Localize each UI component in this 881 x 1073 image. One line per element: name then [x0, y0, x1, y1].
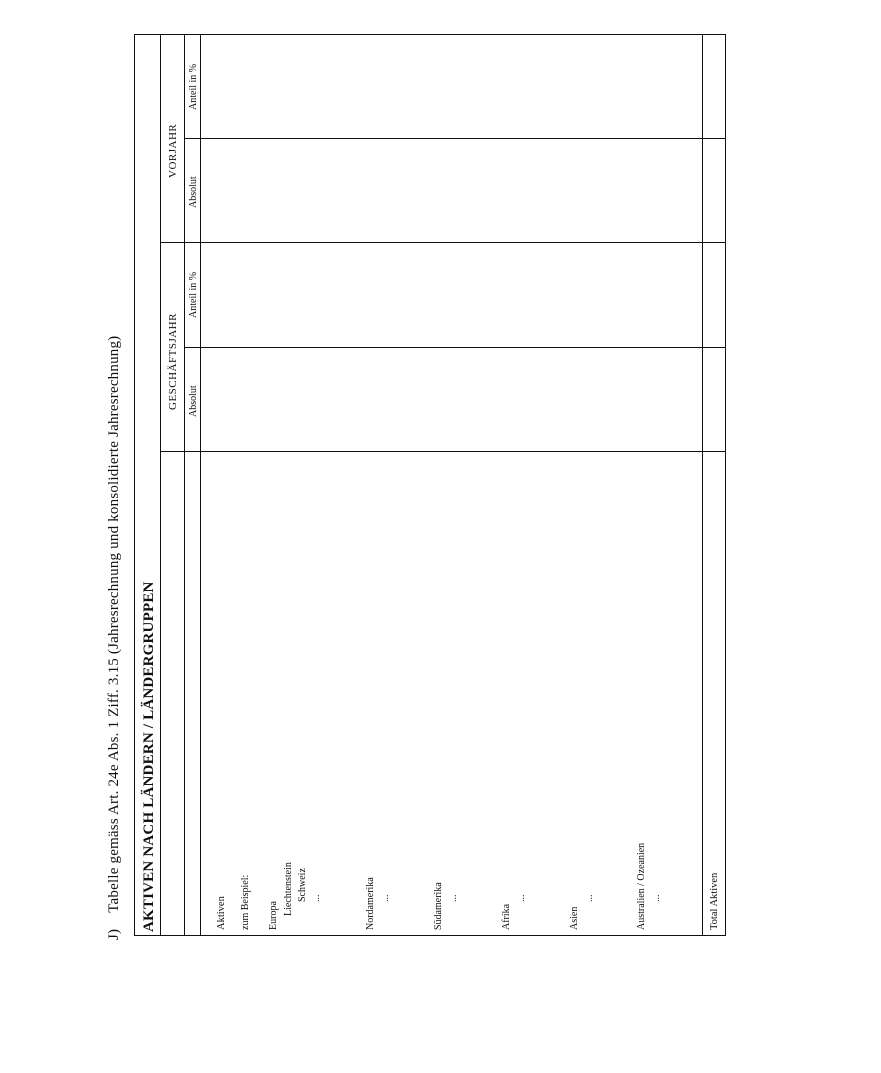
row-afrika: Afrika — [501, 903, 512, 930]
col-header-anteil-previous: Anteil in % — [188, 63, 199, 110]
row-total-aktiven: Total Aktiven — [709, 872, 720, 930]
group-separator — [160, 242, 726, 243]
row-europa: Europa — [268, 901, 279, 930]
assets-table — [134, 34, 726, 936]
row-europa-more: ... — [311, 894, 322, 902]
row-asien-more: ... — [584, 894, 595, 902]
table-title: AKTIVEN NACH LÄNDERN / LÄNDERGRUPPEN — [141, 581, 157, 932]
row-australien-more: ... — [651, 894, 662, 902]
group-header-current-year: GESCHÄFTSJAHR — [167, 313, 179, 410]
subheader-band-border — [200, 34, 201, 936]
row-australien: Australien / Ozeanien — [636, 842, 647, 930]
group-band-border — [184, 34, 185, 936]
caption-text: Tabelle gemäss Art. 24e Abs. 1 Ziff. 3.15 (Jahresrechnung und konsolidierte Jahresrechnung) — [106, 335, 122, 913]
row-schweiz: Schweiz — [297, 868, 308, 902]
title-band-border — [160, 34, 161, 936]
row-example-note: zum Beispiel: — [240, 874, 251, 930]
row-asien: Asien — [569, 906, 580, 930]
row-nordamerika: Nordamerika — [365, 877, 376, 930]
row-aktiven: Aktiven — [216, 896, 227, 930]
column-separator-current — [184, 347, 726, 348]
col-header-absolut-current: Absolut — [188, 385, 199, 417]
row-liechtenstein: Liechtenstein — [283, 862, 294, 916]
col-header-anteil-current: Anteil in % — [188, 271, 199, 318]
caption-marker: J) — [106, 928, 122, 940]
table-caption — [106, 336, 123, 940]
row-suedamerika-more: ... — [448, 894, 459, 902]
label-column-border — [160, 451, 726, 452]
group-header-previous-year: VORJAHR — [167, 123, 179, 178]
row-suedamerika: Südamerika — [433, 882, 444, 930]
total-band-border — [702, 34, 703, 936]
column-separator-previous — [184, 138, 726, 139]
col-header-absolut-previous: Absolut — [188, 176, 199, 208]
row-nordamerika-more: ... — [380, 894, 391, 902]
row-afrika-more: ... — [516, 894, 527, 902]
